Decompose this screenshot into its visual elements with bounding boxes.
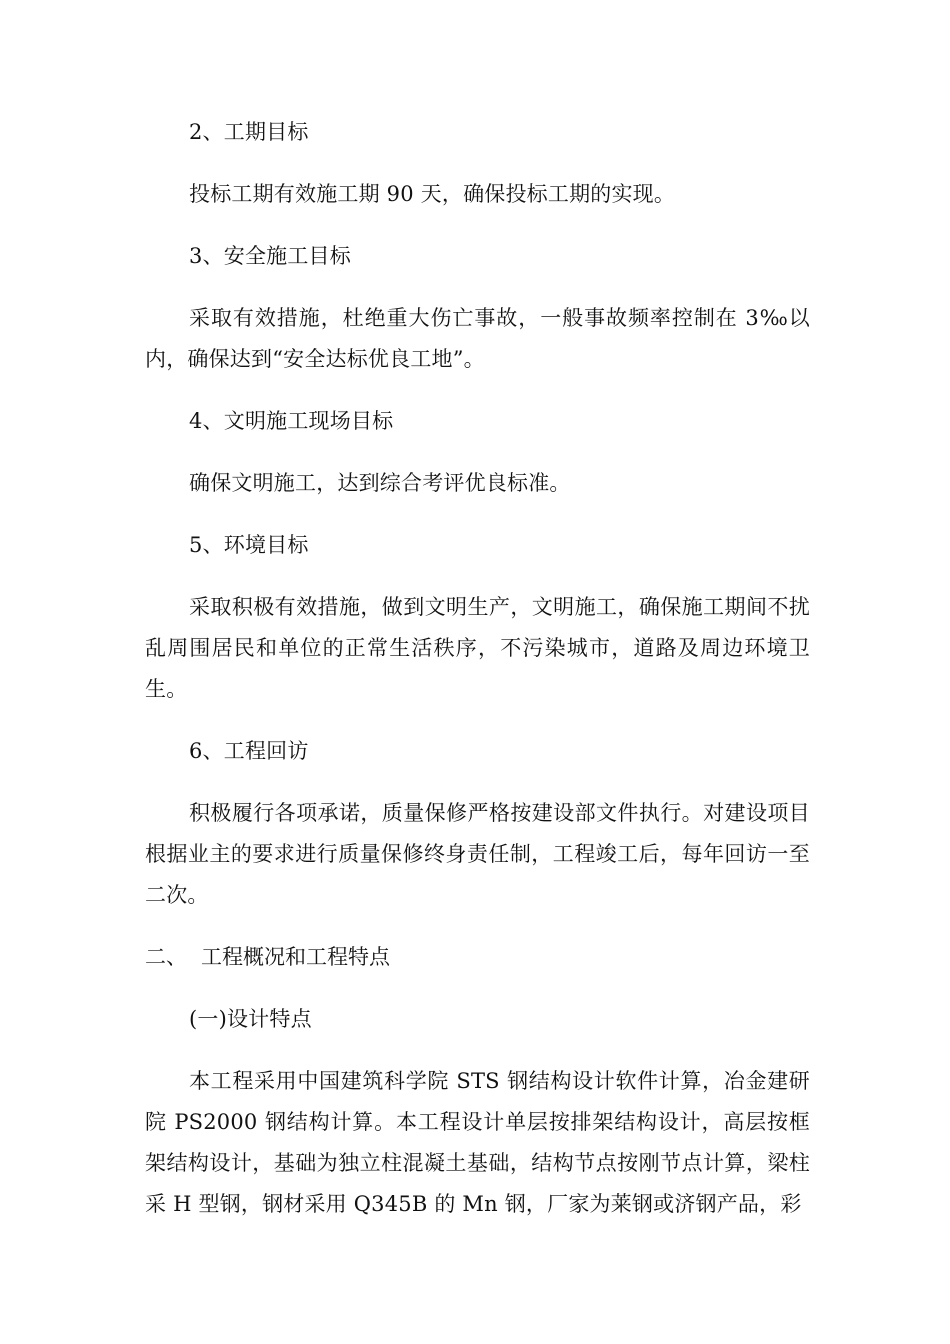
section-body-safety: 采取有效措施，杜绝重大伤亡事故，一般事故频率控制在 3‰以内，确保达到“安全达标优良工地”。 [145,306,810,371]
section-title-revisit: 6、工程回访 [189,739,309,763]
section-body-schedule: 投标工期有效施工期 90 天，确保投标工期的实现。 [189,182,676,206]
chapter-title: 工程概况和工程特点 [201,945,390,969]
section-title-safety: 3、安全施工目标 [189,244,351,268]
document-body [145,112,810,1225]
section-title-schedule: 2、工期目标 [189,120,309,144]
subsection-body-design: 本工程采用中国建筑科学院 STS 钢结构设计软件计算，冶金建研院 PS2000 钢结构计算。本工程设计单层按排架结构设计，高层按框架结构设计，基础为独立柱混凝土基础，结构节点按刚节点计算，梁柱采 H 型钢，钢材采用 Q345B 的 Mn 钢，厂家为莱钢或济钢产品，彩 [145,1069,810,1216]
chapter-heading [145,937,810,978]
chapter-number: 二、 [145,945,187,969]
section-title-environment: 5、环境目标 [189,533,309,557]
section-body-revisit: 积极履行各项承诺，质量保修严格按建设部文件执行。对建设项目根据业主的要求进行质量保修终身责任制，工程竣工后，每年回访一至二次。 [145,801,810,907]
section-body-civilized-site: 确保文明施工，达到综合考评优良标准。 [189,471,571,495]
section-body-environment: 采取积极有效措施，做到文明生产，文明施工，确保施工期间不扰乱周围居民和单位的正常生活秩序，不污染城市，道路及周边环境卫生。 [145,595,810,701]
subsection-title-design: (一)设计特点 [189,1007,312,1031]
section-title-civilized-site: 4、文明施工现场目标 [189,409,394,433]
